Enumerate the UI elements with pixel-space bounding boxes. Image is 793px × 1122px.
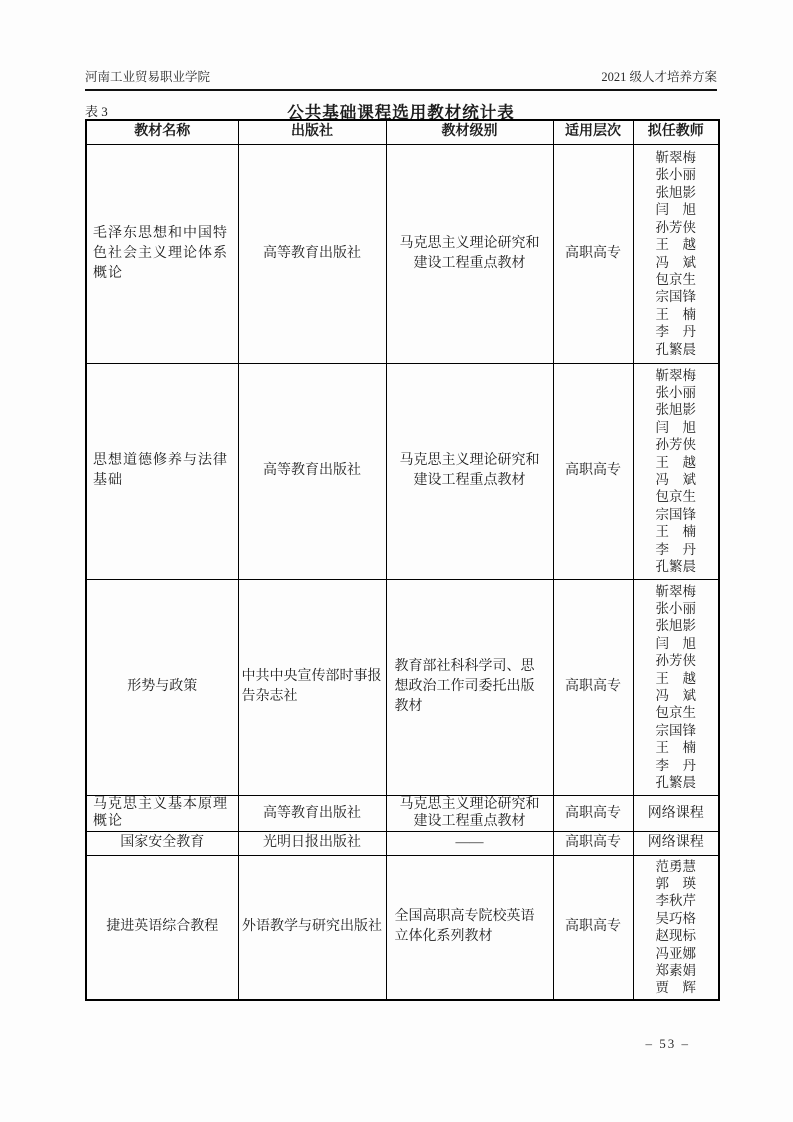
teacher-name: 贾 辉	[655, 980, 696, 996]
cell-level: ——	[386, 831, 553, 855]
teacher-name: 张旭影	[655, 184, 696, 200]
teacher-name: 李 丹	[655, 324, 696, 340]
cell-teachers	[633, 579, 719, 795]
teacher-name: 赵现标	[655, 928, 696, 944]
teacher-name: 张旭影	[655, 618, 696, 634]
cell-level: 全国高职高专院校英语立体化系列教材	[386, 855, 553, 1000]
page-title: 公共基础课程选用教材统计表	[287, 103, 515, 122]
cell-teachers	[633, 144, 719, 363]
teacher-name: 孔繁晨	[655, 775, 696, 791]
teacher-name: 包京生	[655, 705, 696, 721]
teacher-name: 孔繁晨	[655, 341, 696, 357]
column-header-name: 教材名称	[86, 120, 238, 144]
teacher-name: 张旭影	[655, 402, 696, 418]
table-body	[86, 144, 719, 1000]
cell-tier: 高职高专	[553, 831, 633, 855]
teacher-name: 孙芳侠	[655, 219, 696, 235]
teacher-name: 范勇慧	[655, 858, 696, 874]
teacher-name: 包京生	[655, 271, 696, 287]
cell-level: 教育部社科科学司、思想政治工作司委托出版教材	[386, 579, 553, 795]
header-school-name: 河南工业贸易职业学院	[85, 70, 211, 84]
teacher-name: 闫 旭	[655, 419, 696, 435]
cell-publisher: 高等教育出版社	[238, 144, 386, 363]
cell-textbook-name: 毛泽东思想和中国特色社会主义理论体系概论	[86, 144, 238, 363]
cell-textbook-name: 马克思主义基本原理概论	[86, 795, 238, 831]
teacher-name: 孙芳侠	[655, 437, 696, 453]
teacher-name: 李 丹	[655, 757, 696, 773]
teacher-name: 王 越	[655, 670, 696, 686]
cell-tier: 高职高专	[553, 795, 633, 831]
column-header-tier: 适用层次	[553, 120, 633, 144]
table-header-row	[86, 120, 719, 144]
teacher-name: 王 楠	[655, 306, 696, 322]
table-header	[86, 120, 719, 144]
cell-teachers: 网络课程	[633, 795, 719, 831]
table-number-label: 表 3	[85, 104, 108, 119]
cell-publisher: 外语教学与研究出版社	[238, 855, 386, 1000]
teacher-name: 包京生	[655, 489, 696, 505]
cell-publisher: 高等教育出版社	[238, 795, 386, 831]
teacher-name: 王 越	[655, 454, 696, 470]
cell-tier: 高职高专	[553, 144, 633, 363]
teacher-name: 李秋芹	[655, 893, 696, 909]
table-row	[86, 831, 719, 855]
teacher-name: 孔繁晨	[655, 559, 696, 575]
teacher-name: 郑素娟	[655, 963, 696, 979]
teacher-name: 靳翠梅	[655, 583, 696, 599]
cell-textbook-name: 形势与政策	[86, 579, 238, 795]
caption-row	[85, 99, 717, 122]
table-row	[86, 363, 719, 579]
cell-textbook-name: 捷进英语综合教程	[86, 855, 238, 1000]
cell-tier: 高职高专	[553, 363, 633, 579]
cell-level: 马克思主义理论研究和建设工程重点教材	[386, 144, 553, 363]
cell-publisher: 光明日报出版社	[238, 831, 386, 855]
teacher-name: 宗国锋	[655, 506, 696, 522]
teacher-name: 郭 瑛	[655, 876, 696, 892]
cell-teachers: 网络课程	[633, 831, 719, 855]
header-rule	[85, 89, 717, 91]
teacher-name: 靳翠梅	[655, 150, 696, 166]
teacher-name: 靳翠梅	[655, 367, 696, 383]
table-row	[86, 855, 719, 1000]
teacher-name: 张小丽	[655, 167, 696, 183]
teacher-name: 冯 斌	[655, 254, 696, 270]
teacher-name: 张小丽	[655, 600, 696, 616]
table-row	[86, 144, 719, 363]
cell-textbook-name: 国家安全教育	[86, 831, 238, 855]
page-number: – 53 –	[645, 1036, 690, 1051]
teacher-name: 王 楠	[655, 524, 696, 540]
teacher-name: 王 楠	[655, 740, 696, 756]
cell-level: 马克思主义理论研究和建设工程重点教材	[386, 363, 553, 579]
column-header-level: 教材级别	[386, 120, 553, 144]
teacher-name: 王 越	[655, 237, 696, 253]
teacher-name: 冯亚娜	[655, 945, 696, 961]
cell-teachers	[633, 855, 719, 1000]
cell-publisher: 中共中央宣传部时事报告杂志社	[238, 579, 386, 795]
teacher-name: 宗国锋	[655, 722, 696, 738]
cell-publisher: 高等教育出版社	[238, 363, 386, 579]
column-header-teachers: 拟任教师	[633, 120, 719, 144]
teacher-name: 冯 斌	[655, 688, 696, 703]
cell-level: 马克思主义理论研究和建设工程重点教材	[386, 795, 553, 831]
cell-textbook-name: 思想道德修养与法律基础	[86, 363, 238, 579]
running-header	[85, 67, 717, 85]
teacher-name: 冯 斌	[655, 472, 696, 487]
cell-tier: 高职高专	[553, 855, 633, 1000]
table-row	[86, 795, 719, 831]
teacher-name: 闫 旭	[655, 635, 696, 651]
teacher-name: 孙芳侠	[655, 653, 696, 669]
teacher-name: 李 丹	[655, 541, 696, 557]
cell-teachers	[633, 363, 719, 579]
textbook-table	[85, 119, 720, 1001]
teacher-name: 宗国锋	[655, 289, 696, 305]
teacher-name: 闫 旭	[655, 202, 696, 218]
table-row	[86, 579, 719, 795]
header-plan-name: 2021 级人才培养方案	[601, 70, 717, 84]
teacher-name: 吴巧格	[655, 910, 696, 926]
teacher-name: 张小丽	[655, 384, 696, 400]
cell-tier: 高职高专	[553, 579, 633, 795]
column-header-publisher: 出版社	[238, 120, 386, 144]
